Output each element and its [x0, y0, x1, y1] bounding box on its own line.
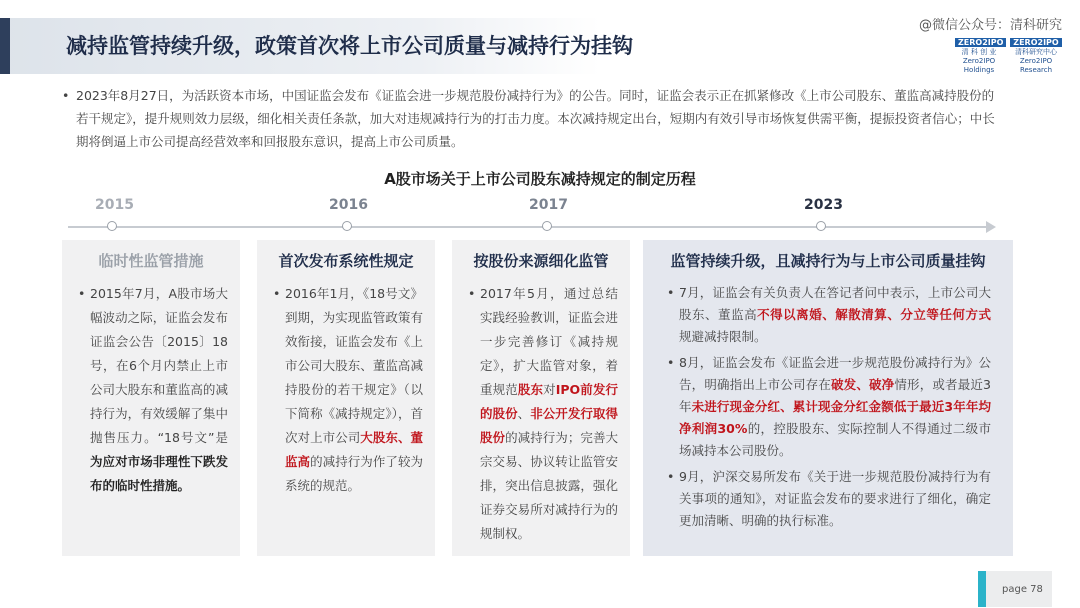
column-text: 2015年7月，A股市场大幅波动之际，证监会发布证监会公告〔2015〕18号，在6个月内禁止上市公司大股东和董监高的减持行为，有效缓解了集中抛售压力。“18号文”是	[90, 286, 228, 445]
column-text: 的，控股股东、实际控制人不得通过二级市场减持本公司股份。	[679, 421, 991, 458]
column-2015	[62, 240, 240, 556]
column-text: 、	[517, 406, 531, 421]
column-2016	[257, 240, 435, 556]
watermark-text: @微信公众号：清科研究	[918, 18, 1062, 33]
logo-right-mid: 清科研究中心	[1015, 48, 1057, 56]
column-body	[273, 282, 423, 498]
timeline-dot	[542, 221, 552, 231]
zero2ipo-holdings-logo	[955, 38, 1004, 74]
bullet-icon: •	[273, 286, 281, 301]
column-title: 监管持续升级，且减持行为与上市公司质量挂钩	[670, 252, 986, 270]
intro-text: 2023年8月27日，为活跃资本市场，中国证监会发布《证监会进一步规范股份减持行为》的公告。同时，证监会表示正在抓紧修改《上市公司股东、董监高减持股份的若干规定》，提升规则效力层级，细化相关责任条款，加大对违规减持行为的打击力度。本次减持规定出台，短期内有效引导市场恢复供需平衡，提振投资者信心；中长期将倒逼上市公司提高经营效率和回报股东意识，提高上市公司质量。	[76, 88, 995, 149]
bullet-icon: •	[667, 355, 675, 370]
column-body	[667, 282, 991, 536]
column-body	[468, 282, 618, 546]
year-2015: 2015	[95, 197, 134, 213]
column-body	[78, 282, 228, 498]
column-text: 8月，证监会发布《证监会进一步规范股份减持行为》公告，明确指出上市公司存在	[679, 355, 991, 392]
bullet-icon: •	[468, 286, 476, 301]
column-text-red: 不得以离婚、解散清算、分立等任何方式	[757, 307, 991, 322]
bullet-icon: •	[667, 285, 675, 300]
bullet-icon: •	[78, 286, 86, 301]
column-text: 对	[543, 382, 556, 397]
title-accent-bar	[0, 18, 10, 74]
intro-paragraph	[62, 84, 996, 153]
column-title: 按股份来源细化监管	[473, 252, 609, 270]
column-text: 规避减持限制。	[679, 329, 767, 344]
column-text: 2016年1月，《18号文》到期，为实现监管政策有效衔接，证监会发布《上市公司大股东、董监高减持股份的若干规定》（以下简称《减持规定》），首次对上市公司	[285, 286, 423, 445]
year-2016: 2016	[329, 197, 368, 213]
logo-left-mid: 清 科 创 业	[961, 48, 997, 56]
column-text-red: IPO前发行的股份	[480, 382, 618, 421]
column-text-red: 股东	[517, 382, 544, 397]
column-text: 情形，或者最近3年	[679, 377, 991, 414]
zero2ipo-research-logo	[1010, 38, 1062, 74]
logo-right-bot: Zero2IPO Research	[1019, 57, 1053, 74]
column-text-red: 未进行现金分红、累计现金分红金额低于最近3年年均净利润30%	[679, 399, 991, 436]
column-text: 的减持行为作了较为系统的规范。	[285, 454, 423, 493]
year-2023: 2023	[804, 197, 843, 213]
page-tab-accent	[978, 571, 986, 607]
timeline-subtitle: A股市场关于上市公司股东减持规定的制定历程	[384, 170, 696, 188]
column-text-red: 破发、破净	[831, 377, 895, 392]
column-2017	[452, 240, 630, 556]
column-title: 临时性监管措施	[98, 252, 204, 270]
column-text-red: 大股东、董监高	[285, 430, 423, 469]
column-title: 首次发布系统性规定	[278, 252, 414, 270]
timeline-dot	[107, 221, 117, 231]
logo-left-bot: Zero2IPO Holdings	[962, 57, 996, 74]
timeline-arrow	[68, 226, 988, 228]
column-text: 7月，证监会有关负责人在答记者问中表示，上市公司大股东、董监高	[679, 285, 991, 322]
timeline-dot	[342, 221, 352, 231]
paragraph-august	[667, 352, 991, 462]
page-number: page 78	[1002, 584, 1043, 595]
page-title: 减持监管持续升级，政策首次将上市公司质量与减持行为挂钩	[66, 34, 633, 58]
logo-right-top: ZERO2IPO	[1010, 38, 1061, 47]
bullet-icon: •	[667, 469, 675, 484]
column-text-bold: 为应对市场非理性下跌发布的临时性措施。	[90, 454, 228, 493]
column-2023	[643, 240, 1013, 556]
column-text-red: 非公开发行取得股份	[480, 406, 618, 445]
column-text: 9月，沪深交易所发布《关于进一步规范股份减持行为有关事项的通知》，对证监会发布的要求进行了细化，确定更加清晰、明确的执行标准。	[679, 469, 991, 528]
bullet-icon: •	[62, 88, 70, 103]
logo-left-top: ZERO2IPO	[955, 38, 1006, 47]
paragraph-september	[667, 466, 991, 532]
timeline-dot	[816, 221, 826, 231]
year-2017: 2017	[529, 197, 568, 213]
column-text: 的减持行为；完善大宗交易、协议转让监管安排，突出信息披露，强化证券交易所对减持行为的规制权。	[480, 430, 618, 541]
paragraph-july	[667, 282, 991, 348]
column-text: 2017年5月，通过总结实践经验教训，证监会进一步完善修订《减持规定》，扩大监管对象，着重规范	[480, 286, 618, 397]
